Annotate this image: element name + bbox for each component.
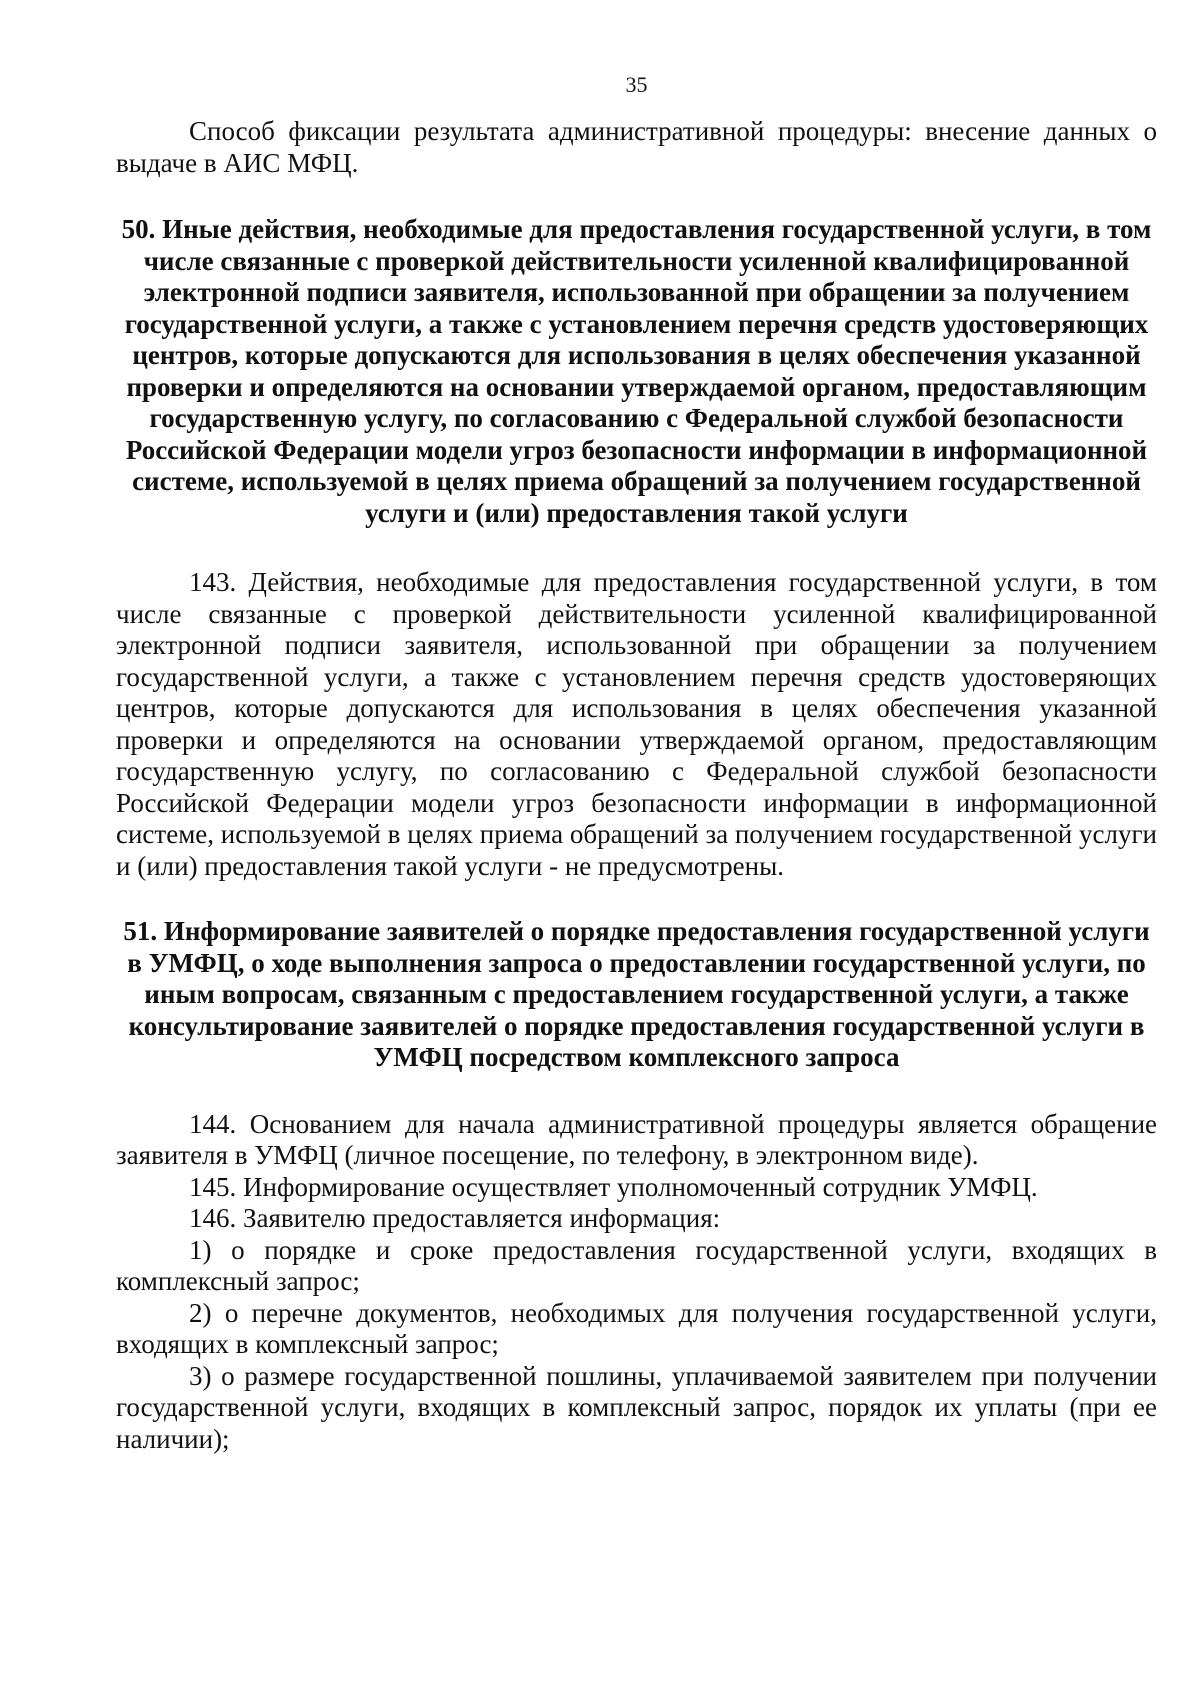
list-item-2: 2) о перечне документов, необходимых для получения государственной услуги, входящих в комплексный запрос;	[116, 1297, 1157, 1359]
section-50-heading: 50. Иные действия, необходимые для предоставления государственной услуги, в том числе связанные с проверкой действительности усиленной квалифицированной электронной подписи заявителя, использованной при обращении за получением государственной услуги, а также с установлением перечня средств удостоверяющих центров, которые допускаются для использования в целях обеспечения указанной проверки и определяются на основании утверждаемой органом, предоставляющим государственную услугу, по согласованию с Федеральной службой безопасности Российской Федерации модели угроз безопасности информации в информационной системе, используемой в целях приема обращений за получением государственной услуги и (или) предоставления такой услуги	[121, 214, 1152, 528]
document-body	[116, 116, 1157, 1455]
paragraph-145: 145. Информирование осуществляет уполномоченный сотрудник УМФЦ.	[189, 1171, 1038, 1202]
paragraph-146: 146. Заявителю предоставляется информация:	[189, 1203, 721, 1233]
paragraph-144: 144. Основанием для начала административной процедуры является обращение заявителя в УМФЦ (личное посещение, по телефону, в электронном виде).	[116, 1108, 1157, 1170]
intro-paragraph: Способ фиксации результата административной процедуры: внесение данных о выдаче в АИС МФЦ.	[116, 116, 1157, 178]
paragraph-143: 143. Действия, необходимые для предоставления государственной услуги, в том числе связанные с проверкой действительности усиленной квалифицированной электронной подписи заявителя, использованной при обращении за получением государственной услуги, а также с установлением перечня средств удостоверяющих центров, которые допускаются для использования в целях обеспечения указанной проверки и определяются на основании утверждаемой органом, предоставляющим государственную услугу, по согласованию с Федеральной службой безопасности Российской Федерации модели угроз безопасности информации в информационной системе, используемой в целях приема обращений за получением государственной услуги и (или) предоставления такой услуги - не предусмотрены.	[116, 567, 1157, 881]
spacer	[116, 882, 1157, 916]
spacer	[116, 1074, 1157, 1109]
list-item-3: 3) о размере государственной пошлины, уплачиваемой заявителем при получении государственной услуги, входящих в комплексный запрос, порядок их уплаты (при ее наличии);	[116, 1360, 1157, 1454]
spacer	[116, 179, 1157, 214]
section-51-heading: 51. Информирование заявителей о порядке предоставления государственной услуги в УМФЦ, о ходе выполнения запроса о предоставлении государственной услуги, по иным вопросам, связанным с предоставлением государственной услуги, а также консультирование заявителей о порядке предоставления государственной услуги в УМФЦ посредством комплексного запроса	[123, 916, 1150, 1072]
list-item-1: 1) о порядке и сроке предоставления государственной услуги, входящих в комплексный запрос;	[116, 1234, 1157, 1296]
page-number: 35	[625, 72, 648, 97]
spacer	[116, 529, 1157, 567]
